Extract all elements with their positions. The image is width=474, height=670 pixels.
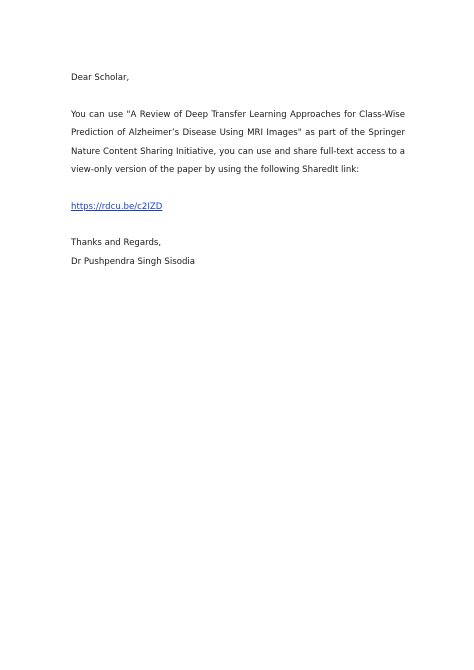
sharedit-link[interactable]: https://rdcu.be/c2IZD	[71, 201, 163, 212]
body-paragraph: You can use "A Review of Deep Transfer Learning Approaches for Class-Wise Prediction of Alzheimer’s Disease Using MRI Images" as part of the Springer Nature Content Sharing Initiative, you can use and share full-text access to a view-only version of the paper by using the following SharedIt link:	[71, 109, 405, 175]
letter-body	[71, 69, 405, 271]
signature: Dr Pushpendra Singh Sisodia	[71, 256, 196, 267]
closing: Thanks and Regards,	[71, 238, 162, 248]
link-line	[71, 198, 405, 217]
greeting: Dear Scholar,	[71, 73, 130, 83]
